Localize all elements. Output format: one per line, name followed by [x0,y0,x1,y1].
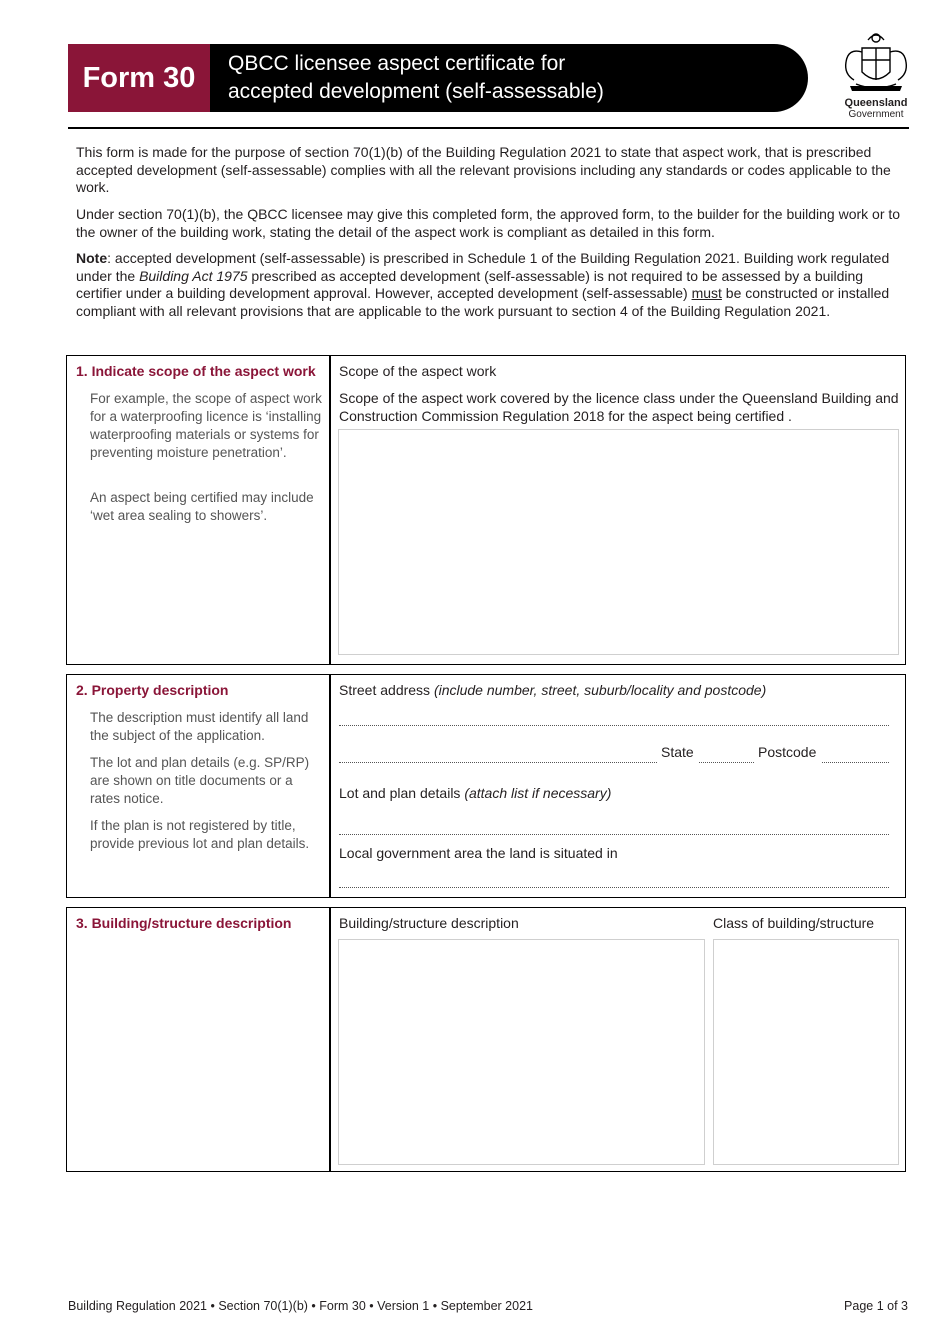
section-building-description [66,907,906,1172]
intro-note [76,250,908,320]
form-number-badge: Form 30 [68,44,210,112]
section-2-help-3: If the plan is not registered by title, provide previous lot and plan details. [90,818,310,851]
building-class-text-area[interactable] [713,939,899,1165]
queensland-crest-icon [840,26,912,94]
government-name: Queensland [844,97,908,109]
postcode-label: Postcode [758,744,817,760]
street-address-hint: (include number, street, suburb/locality and postcode) [433,682,767,698]
form-title-bar [210,44,808,112]
note-label: Note [76,250,108,266]
street-address-label [339,681,766,699]
section-2-help-1: The description must identify all land the subject of the application. [90,710,309,743]
government-subtitle: Government [848,109,904,120]
section-3-title: 3. Building/structure description [76,915,292,931]
note-text-c: be constructed or installed compliant with all relevant provisions that are applicable to the work pursuant to section 4 of the Building Regulation 2021. [76,285,890,319]
section-scope-of-work [66,355,906,665]
section-divider [329,675,331,897]
section-2-help-2: The lot and plan details (e.g. SP/RP) are shown on title documents or a rates notice. [90,755,310,806]
street-address-field[interactable] [339,725,889,726]
building-description-text-area[interactable] [338,939,705,1165]
lot-plan-label-text: Lot and plan details [339,785,465,801]
page-number: Page 1 of 3 [844,1299,908,1313]
note-text-b: prescribed as accepted development (self-assessable) is not required to be assessed by a building certifier under a building development approval. However, accepted development (self-assessable) [76,267,864,302]
building-description-label: Building/structure description [339,915,519,931]
postcode-field[interactable] [822,762,889,763]
lot-plan-hint: (attach list if necessary) [464,785,612,801]
header-rule [68,127,909,129]
section-1-help-1: For example, the scope of aspect work for a waterproofing licence is ‘installing waterproofing materials or systems for preventing moisture penetration’. [90,391,322,460]
lot-plan-label [339,784,611,802]
street-address-label-text: Street address [339,682,434,698]
state-label: State [661,744,694,760]
building-class-label: Class of building/structure [713,915,875,931]
scope-label: Scope of the aspect work [339,363,497,379]
form-title-line1: QBCC licensee aspect certificate for [228,52,566,75]
note-text-a: : accepted development (self-assessable) is prescribed in Schedule 1 of the Building Regulation 2021. Building work regulated under the [76,250,890,284]
scope-detail-label: Scope of the aspect work covered by the licence class under the Queensland Building and Construction Commission Regulation 2018 for the aspect being certified . [339,390,899,424]
scope-text-area[interactable] [338,429,899,655]
section-divider [329,908,331,1171]
intro-paragraph-2: Under section 70(1)(b), the QBCC licensee may give this completed form, the approved form, to the builder for the building work or to the owner of the building work, stating the detail of the aspect work is compliant as detailed in this form. [76,206,901,240]
section-2-title: 2. Property description [76,682,229,698]
intro-paragraph-1: This form is made for the purpose of section 70(1)(b) of the Building Regulation 2021 to state that aspect work, that is prescribed accepted development (self-assessable) complies with all the relevant provisions including any standards or codes applicable to the work. [76,144,891,196]
section-1-help-2: An aspect being certified may include ‘wet area sealing to showers’. [90,490,314,523]
footer-citation: Building Regulation 2021 • Section 70(1)(b) • Form 30 • Version 1 • September 2021 [68,1299,533,1313]
lga-label: Local government area the land is situated in [339,845,618,861]
street-address-field-2[interactable] [339,762,657,763]
lot-plan-field[interactable] [339,834,889,835]
note-must: must [691,285,722,302]
state-field[interactable] [699,762,754,763]
note-act-name: Building Act 1975 [139,267,248,284]
section-property-description [66,674,906,898]
section-divider [329,356,331,664]
lga-field[interactable] [339,887,889,888]
form-title-line2: accepted development (self-assessable) [228,80,604,103]
section-1-title: 1. Indicate scope of the aspect work [76,363,316,379]
